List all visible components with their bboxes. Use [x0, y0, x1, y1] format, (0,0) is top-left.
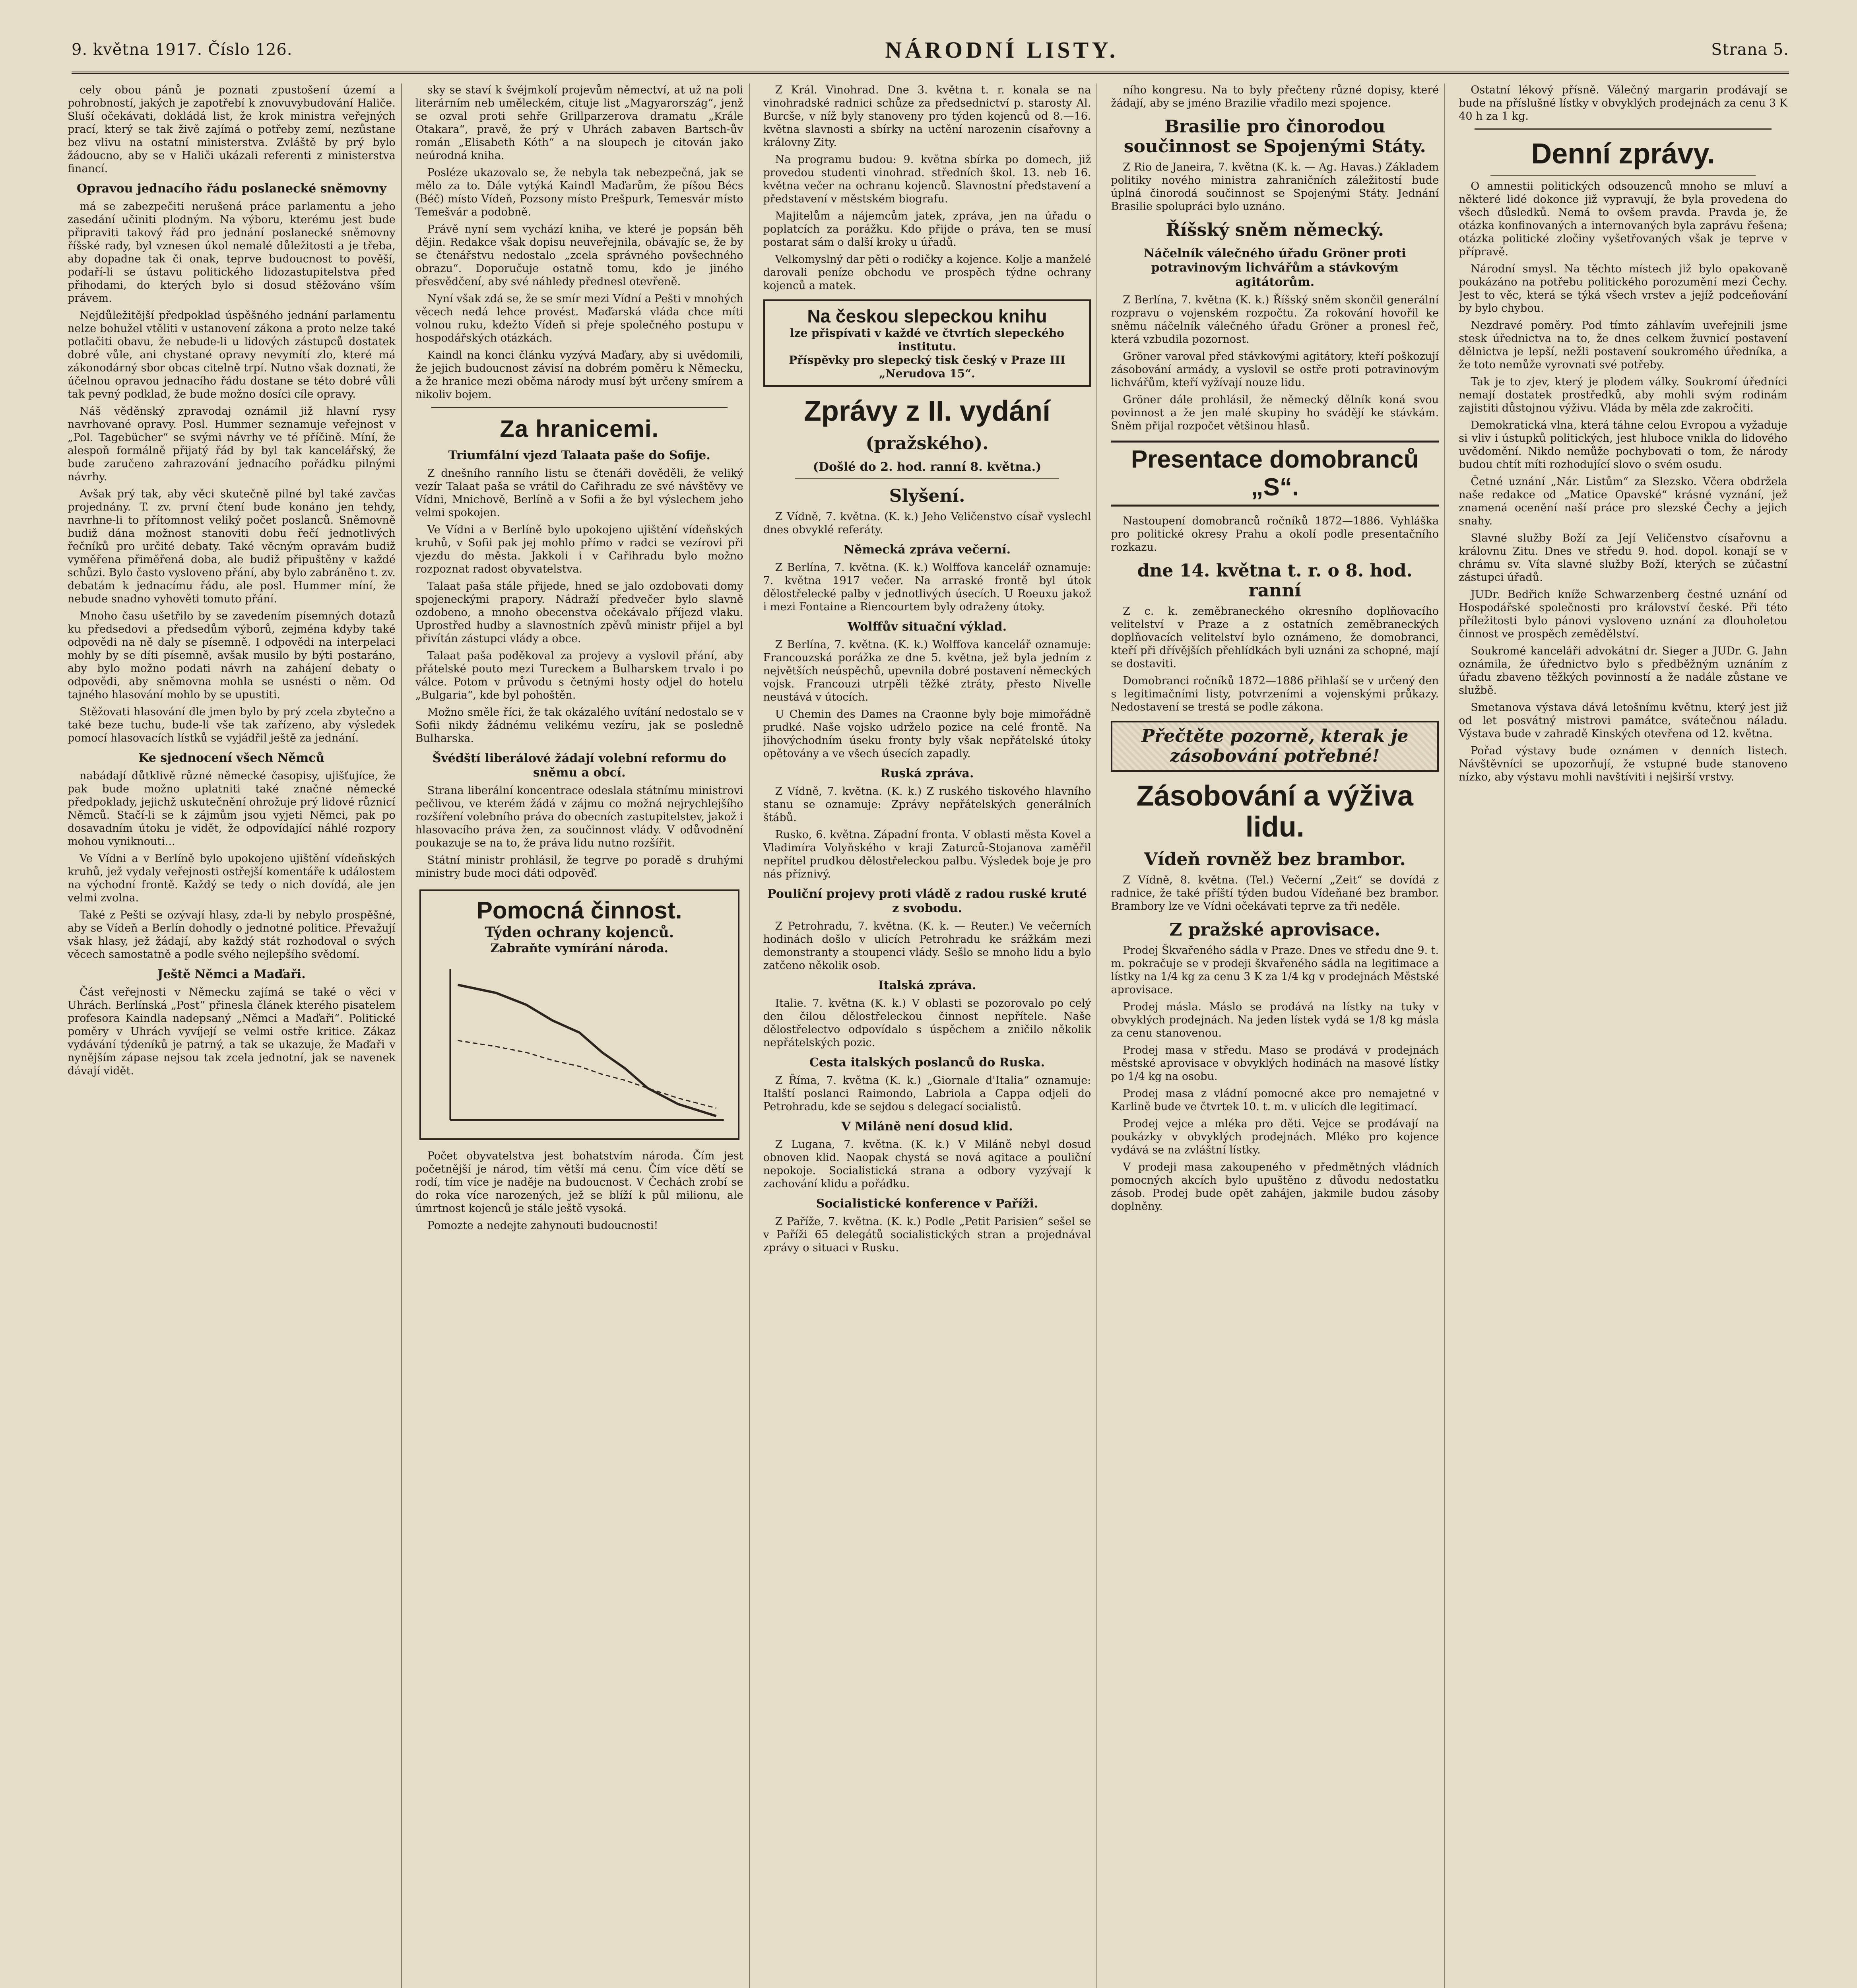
article-heading: Italská zpráva. [878, 978, 976, 992]
section-heading-prazskeho: (pražského). [865, 433, 989, 454]
column-1 [68, 83, 402, 1988]
article-heading: Ruská zpráva. [880, 767, 974, 780]
ad-line: Příspěvky pro slepecký tisk český v Praze III „Nerudova 15“. [789, 353, 1065, 380]
article-paragraph: Prodej masa z vládní pomocné akce pro nemajetné v Karlině bude ve čtvrtek 10. t. m. v ulicích dle legitimací. [1111, 1087, 1439, 1113]
article-paragraph: Rusko, 6. května. Západní fronta. V oblasti města Kovel a Vladimíra Volyňského v kraji Zaturců-Stojanova zaměřil nepřítel prudkou dělostřeleckou palbu. Výsledek boje je pro nás příznivý. [763, 829, 1091, 880]
article-paragraph: Z Paříže, 7. května. (K. k.) Podle „Petit Parisien“ sešel se v Paříži 65 delegátů socialistických stran a projednával zprávy o situaci v Rusku. [763, 1215, 1091, 1254]
article-paragraph: Talaat paša stále přijede, hned se jalo ozdobovati domy spojeneckými prapory. Nádraží předvečer bylo slavně ozdobeno, a mnoho obecenstva očekávalo příjezd vlaku. Uprostřed hudby a slavnostních zpěvů ministr přijel a byl přivítán zástupci vlády a obce. [415, 580, 743, 645]
section-heading-zasobovani: Zásobování a výživa lidu. [1136, 780, 1413, 843]
column-2 [415, 83, 750, 1988]
presentace-heading: Presentace domobranců „S“. [1111, 441, 1439, 507]
article-heading: Slyšení. [889, 486, 965, 506]
article-heading: Opravou jednacího řádu poslanecké sněmovny [76, 182, 386, 196]
zasobovani-notice: Přečtěte pozorně, kterak je zásobování potřebné! [1111, 721, 1439, 772]
article-paragraph: Demokratická vlna, která táhne celou Evropou a vyžaduje si vliv i ústupků politických, jest hluboce vnikla do lidového uvědomění. Nikdo nemůže pochybovati o tom, že národy budou chtít míti rozhodující slovo o svém osudu. [1459, 419, 1787, 471]
column-5 [1459, 83, 1793, 1988]
article-paragraph: Strana liberální koncentrace odeslala státnímu ministrovi pečlivou, ve kterém žádá v zájmu co možná nejrychlejšího rozšíření volebního práva do obecních zastupitelstev, jakož i hlasovacího práva žen, za součinnost vlády. V odůvodnění poukazuje se na to, že práva lidu nutno rozšířit. [415, 784, 743, 849]
section-heading-zpravy: Zprávy z II. vydání [803, 395, 1051, 427]
article-paragraph: Náš věděnský zpravodaj oznámil již hlavní rysy navrhované opravy. Posl. Hummer seznamuje veřejnost v „Pol. Tagebücher“ se svými návrhy ve té příčině. Míní, že alespoň formálně přijatý řád by byl tak kancelářský, že bude zaručeno zahrazování jednacího pořádku pilnými návrhy. [68, 405, 396, 483]
article-paragraph: Majitelům a nájemcům jatek, zpráva, jen na úřadu o poplatcích za porážku. Kdo přijde o práva, ten se musí postarat sám o další kroky u úřadů. [763, 210, 1091, 248]
article-paragraph: Z Lugana, 7. května. (K. k.) V Miláně nebyl dosud obnoven klid. Naopak chystá se nová agitace a pouliční nepokoje. Socialistická strana a odbory vyzývají k zachování klidu a pořádku. [763, 1138, 1091, 1190]
article-paragraph: cely obou pánů je poznati zpustošení území a pohrobností, jakých je zapotřebí k znovuvybudování Haliče. Sluší očekávati, dokládá list, že krok ministra veřejných prací, který se tak živě zajímá o potřeby zemí, nezůstane bez vlivu na ostatní ministerstva. Zvláště by prý bylo žádoucno, aby se v Haliči ukázali referenti z ministerstva financí. [68, 84, 396, 175]
article-paragraph: Z dnešního ranního listu se čtenáři dověděli, že veliký vezír Talaat paša se vrátil do Cařihradu ze své návštěvy ve Vídni, Mnichově, Berlíně a v Sofii a že byl výslechem jeho velmi spokojen. [415, 467, 743, 519]
article-paragraph: Státní ministr prohlásil, že tegrve po poradě s druhými ministry bude moci dáti odpověď. [415, 854, 743, 879]
article-paragraph: Avšak prý tak, aby věci skutečně pilné byl také zavčas projednány. T. zv. první čtení bude konáno jen tehdy, navrhne-li to přítomnost veliký počet poslanců. Sněmovně budiž dána možnost stanoviti dobu řečí jednotlivých řečníků pro určité debaty. Také věcným opravám budiž vyměřena přiměřená doba, ale budiž připuštěny v každé schůzi. Bylo často vysloveno přání, aby bylo zabráněno t. zv. debatám k jednacímu řádu, ale posl. Hummer míní, že nebude snadno vyhověti tomuto přání. [68, 488, 396, 605]
column-4 [1111, 83, 1445, 1988]
article-paragraph: Z Berlína, 7. května. (K. k.) Wolffova kancelář oznamuje: 7. května 1917 večer. Na arraské frontě byl útok dělostřelecké palby v jednotlivých úsecích. U Roeuxu jakož i mezi Fontaine a Riencourtem byly odraženy útoky. [763, 561, 1091, 613]
section-heading-za-hranicemi: Za hranicemi. [500, 415, 659, 442]
article-paragraph: má se zabezpečiti nerušená práce parlamentu a jeho zasedání učiniti plodným. Na výboru, kterému jest bude připraviti takový řád pro jednání poslanecké sněmovny říšské rady, byl vznesen úkol nemalé důležitosti a je třeba, aby dopadne tak či onak, teprve budoucnost to pověší, podaří-li se ústavu politického lidozastupitelstva před přihodami, do kterých bylo si dosud stěžováno vším právem. [68, 200, 396, 305]
article-paragraph: sky se staví k švéjmkolí projevům němectví, at už na poli literárním neb uměleckém, cituje list „Magyarország“, jenž se ozval proti sehře Grillparzerova dramatu „Krále Otakara“, pravě, že prý v Uhrách zabaven Bartsch-ův román „Elisabeth Kóth“ a na sloupech je citován jako neúrodná kniha. [415, 84, 743, 162]
article-heading: Německá zpráva večerní. [843, 543, 1011, 557]
article-paragraph: V prodeji masa zakoupeného v předmětných vládních pomocných akcích bylo upuštěno z důvodu nedostatku zásob. Prodej bude opět zahájen, jakmile budou zásoby doplněny. [1111, 1161, 1439, 1213]
article-paragraph: Mnoho času ušetřilo by se zavedením písemných dotazů ku předsedovi a předsedům výborů, zejména kdyby také odpovědi na ně daly se písemně. I odpovědi na interpelaci mohly by se díti písemně, avšak musilo by býti postaráno, aby bylo možno podati návrh na zahájení debaty o odpovědi, aby sněmovna mohla se usnésti o něm. Od tajného hlasování mohlo by se upustiti. [68, 610, 396, 701]
section-divider [1475, 128, 1772, 130]
article-columns [68, 83, 1793, 1988]
article-paragraph: Na programu budou: 9. května sbírka po domech, již provedou studenti vinohrad. středních škol. 13. neb 16. května večer na ochranu kojenců. Slavnostní představení a představení v městském biografu. [763, 153, 1091, 205]
article-paragraph: Nastoupení domobranců ročníků 1872—1886. Vyhláška pro politické okresy Prahu a okolí podle presentačního rozkazu. [1111, 515, 1439, 553]
article-paragraph: Stěžovati hlasování dle jmen bylo by prý zcela zbytečno a také beze tuchu, bude-li vše tak zařízeno, aby výsledek pomocí hlasovacích lístků se vyjádřil ještě za jednání. [68, 706, 396, 744]
article-paragraph: Četné uznání „Nár. Listům“ za Slezsko. Včera obdržela naše redakce od „Matice Opavské“ krásné vyznání, jež znamená ocenění naší práce pro slezské Čechy a jejich snahy. [1459, 476, 1787, 527]
pomocna-cinnost-box [419, 889, 739, 1140]
article-paragraph: Z Berlína, 7. května (K. k.) Říšský sněm skončil generální rozpravu o vojenském rozpočtu. Za rokování hovořil ke sněmu náčelník válečného úřadu Gröner a pronesl řeč, která vzbudila pozornost. [1111, 294, 1439, 346]
article-paragraph: Prodej másla. Máslo se prodává na lístky na tuky v obvyklých prodejnách. Na jeden lístek vydá se 1/8 kg másla za cenu stanovenou. [1111, 1001, 1439, 1039]
article-subheading: Vídeň rovněž bez brambor. [1144, 849, 1406, 870]
article-paragraph: Národní smysl. Na těchto místech již bylo opakovaně poukázáno na potřebu politického porozumění mezi Čechy. Jest to věc, která se týká všech vrstev a jejíž podceňování by bylo chybou. [1459, 263, 1787, 315]
article-paragraph: Nyní však zdá se, že se smír mezi Vídní a Pešti v mnohých věcech nedá lehce provést. Maďarská vláda chce míti volnou ruku, kdežto Vídeň si přeje společného postupu v hospodářských otázkách. [415, 293, 743, 344]
article-paragraph: Část veřejnosti v Německu zajímá se také o věci v Uhrách. Berlínská „Post“ přinesla článek kterého pisatelem profesora Kaindla nadepsaný „Němci a Maďaři“. Politické poměry v Uhrách vyvíjejí se velmi ostře kritice. Zákaz vydávání týdeníků je patrný, a tak se ukazuje, že Maďaři v nynějším zápase nejsou tak zcela jednotní, jak se navenek dávají vidět. [68, 986, 396, 1077]
article-heading: Z pražské aprovisace. [1169, 920, 1381, 940]
article-paragraph: Nezdravé poměry. Pod tímto záhlavím uveřejnili jsme stesk úřednictva na to, že dnes celkem žuvnicí postavení dělnictva je lepší, nežli postavení soukromého úředníka, a že toto nemůže vyrovnati své potřeby. [1459, 319, 1787, 371]
newspaper-title: NÁRODNÍ LISTY. [885, 37, 1119, 63]
article-paragraph: JUDr. Bedřich kníže Schwarzenberg čestné uznání od Hospodářské společnosti pro království české. Při této příležitosti bylo pánovi vysloveno uznání za dlouholetou činnost ve prospěch zemědělství. [1459, 588, 1787, 640]
box-title: Pomocná činnost. [476, 897, 682, 924]
article-subheading: Triumfální vjezd Talaata paše do Sofije. [448, 448, 710, 462]
article-paragraph: Gröner varoval před stávkovými agitátory, kteří poškozují zásobování armády, a vyslovil se ostře proti potravinovým lichvářům, kteří vyžívají nouze lidu. [1111, 350, 1439, 389]
article-paragraph: Domobranci ročníků 1872—1886 přihlaší se v určený den s legitimačními listy, potvrzeními a vojenskými průkazy. Nedostavení se trestá se podle zákona. [1111, 675, 1439, 713]
article-paragraph: Velkomyslný dar pěti o rodičky a kojence. Kolje a manželé darovali peníze obchodu ve prospěch týdne ochrany kojenců a matek. [763, 253, 1091, 292]
article-subheading: Náčelník válečného úřadu Gröner proti potravinovým lichvářům a stávkovým agitátorům. [1143, 247, 1406, 289]
article-paragraph: Italie. 7. května (K. k.) V oblasti se pozorovalo po celý den čilou dělostřeleckou činnost nepřítele. Naše dělostřelectvo odpovídalo s úspěchem a zničilo několik nepřátelských pozic. [763, 997, 1091, 1049]
page-number: Strana 5. [1711, 41, 1789, 59]
article-paragraph: U Chemin des Dames na Craonne byly boje mimořádně prudké. Naše vojsko udrželo pozice na celé frontě. Na jihovýchodním úseku fronty byly však nepřátelské útoky opětovány a ve všech úsecích zapadly. [763, 708, 1091, 760]
article-paragraph: Také z Pešti se ozývají hlasy, zda-li by nebylo prospěšné, aby se Vídeň a Berlín dohodly o jednotné politice. Převažují však hlasy, jež žádají, aby každý stát rozhodoval o svých věcech samostatně a podle svého nejlepšího svědomí. [68, 909, 396, 961]
article-paragraph: Prodej vejce a mléka pro děti. Vejce se prodávají na poukázky v obvyklých prodejnách. Mléko pro kojence vydává se na zvláštní lístky. [1111, 1118, 1439, 1156]
article-paragraph: Z Král. Vinohrad. Dne 3. května t. r. konala se na vinohradské radnici schůze za předsednictví p. starosty Al. Burcše, v níž byly stanoveny pro týden kojenců od 8.—16. května slavnosti a sbírky na uctění narozenin císařovny a královny Zity. [763, 84, 1091, 149]
issue-date: 9. května 1917. Číslo 126. [72, 41, 293, 59]
article-paragraph: Z Berlína, 7. května. (K. k.) Wolffova kancelář oznamuje: Francouzská porážka ze dne 5. května, jež byla jedním z největších neúspěchů, upevnila dobré postavení německých vojsk. Francouzi utrpěli těžké ztráty, přesto Nivelle neustává v útocích. [763, 639, 1091, 703]
article-heading: Říšský sněm německý. [1166, 220, 1384, 240]
ad-title: Na českou slepeckou knihu [807, 306, 1047, 326]
article-paragraph: nabádají důtklivě různé německé časopisy, ujišťujíce, že pak bude možno uplatniti také značné německé předpoklady, jejichž uskutečnění ohrožuje prý lidové různicí Němců. Stačí-li se k zájmům jsou vyjeti Němci, pak po dosavadním útoku je vidět, že odpovídající náhlé rozpory mohou vyniknouti... [68, 770, 396, 848]
article-paragraph: Z Petrohradu, 7. května. (K. k. — Reuter.) Ve večerních hodinách došlo v ulicích Petrohradu ke srážkám mezi demonstranty a stoupenci vlády. Sešlo se mnoho lidu a bylo zatčeno několik osob. [763, 920, 1091, 972]
article-paragraph: Gröner dále prohlásil, že německý dělník koná svou povinnost a že jen malé skupiny ho svádějí ke stávkám. Sněm přijal rozpočet většinou hlasů. [1111, 394, 1439, 432]
article-paragraph: Z c. k. zeměbraneckého okresního doplňovacího velitelství v Praze a z ostatních zeměbraneckých doplňovacích velitelství bylo oznámeno, že domobranci, kteří při dřívějších přehlídkách byli uznáni za schopné, mají se dostaviti. [1111, 605, 1439, 670]
article-paragraph: Z Říma, 7. května (K. k.) „Giornale d'Italia“ oznamuje: Italští poslanci Raimondo, Labriola a Cappa odjeli do Petrohradu, kde se sejdou s delegací socialistů. [763, 1074, 1091, 1113]
article-heading: Ke sjednocení všech Němců [138, 751, 325, 765]
article-paragraph: Počet obyvatelstva jest bohatstvím národa. Čím jest početnější je národ, tím větší má cenu. Čím více dětí se rodí, tím více je naděje na budoucnost. V Čechách zrobí se do roka více narozených, jež se blíží k půl milionu, ale úmrtnost kojenců je stále ještě vysoká. [415, 1150, 743, 1215]
article-paragraph: Možno směle říci, že tak okázalého uvítání nedostalo se v Sofii nikdy žádnému velikému vezíru, jak se posledně Bulharska. [415, 706, 743, 745]
article-paragraph: Slavné služby Boží za Její Veličenstvo císařovnu a královnu Zitu. Dnes ve středu 9. hod. dopol. konají se v chrámu sv. Víta slavné služby Boží, kterých se zúčastní zástupci úřadů. [1459, 532, 1787, 584]
article-heading: Cesta italských poslanců do Ruska. [809, 1056, 1045, 1070]
box-subtitle: Týden ochrany kojenců. [485, 924, 674, 941]
article-paragraph: Z Rio de Janeira, 7. května (K. k. — Ag. Havas.) Základem politiky nového ministra zahraničních záležitostí bude úplná činorodá součinnost se Spojenými Státy. Jednání Brasilie spolupráci bylo uznáno. [1111, 161, 1439, 213]
slepecka-kniha-ad [763, 299, 1091, 387]
presentace-date: dne 14. května t. r. o 8. hod. ranní [1137, 561, 1413, 601]
article-paragraph: Nejdůležitější předpoklad úspěšného jednání parlamentu nelze bohužel vtěliti v ustanovení zákona a proto nelze také potlačiti obavu, že nebude-li u lidových zástupců dostatek dobré vůle, ani chystané opravy nevymítí zlo, které má zákonodárný sbor obcas citelně trpí. Nutno však doznati, že účelnou opravou jednacího řádu dostane se této dobré vůli tak pevný podklad, že bude možno dosíci cíle opravy. [68, 309, 396, 400]
section-divider [431, 407, 728, 408]
column-3 [763, 83, 1098, 1988]
article-paragraph: Prodej masa v středu. Maso se prodává v prodejnách městské aprovisace v obvyklých hodinách na masové lístky po 1/4 kg na osobu. [1111, 1044, 1439, 1083]
box-tagline: Zabraňte vymírání národa. [490, 942, 668, 955]
decline-curve-illustration [427, 961, 732, 1132]
article-heading: Švédští liberálové žádají volební reformu do sněmu a obcí. [432, 751, 726, 780]
article-paragraph: Pořad výstavy bude oznámen v denních listech. Návštěvníci se upozorňují, že vstupné bude stanoveno nízko, aby výstavu mohli navštíviti i nejširší vrstvy. [1459, 745, 1787, 783]
article-paragraph: O amnestii politických odsouzenců mnoho se mluví a některé lidé dokonce již vypravují, že byla provedena do všech důsledků. Nemá to ovšem pravda. Pravda je, že otázka konfinovaných a internovaných byla zaprávu řešena; otázka politické zločiny vyšetřovaných však je teprve v přípravě. [1459, 180, 1787, 258]
article-paragraph: Smetanova výstava dává letošnímu květnu, který jest již od let posvátný mistrovi památce, svátečnou náladu. Výstava bude v zahradě Kinských otevřena od 12. května. [1459, 701, 1787, 740]
article-heading: Wolffův situační výklad. [847, 620, 1007, 634]
article-heading: Pouliční projevy proti vládě z radou ruské kruté z svobodu. [767, 887, 1087, 915]
masthead [72, 28, 1789, 74]
article-heading: Brasilie pro činorodou součinnost se Spojenými Státy. [1124, 116, 1426, 157]
article-paragraph: Z Vídně, 8. května. (Tel.) Večerní „Zeit“ se dovídá z radnice, že také příští týden budou Vídeňané bez brambor. Brambory lze ve Vídni očekávati teprve za tři neděle. [1111, 874, 1439, 912]
article-heading: Socialistické konference v Paříži. [816, 1197, 1038, 1211]
article-paragraph: Pomozte a nedejte zahynouti budoucnosti! [427, 1219, 658, 1232]
article-paragraph: Z Vídně, 7. května. (K. k.) Z ruského tiskového hlavního stanu se oznamuje: Zprávy nepřátelských generálních štábů. [763, 785, 1091, 824]
article-heading: Ještě Němci a Maďaři. [157, 967, 306, 981]
article-paragraph: Soukromé kanceláři advokátní dr. Sieger a JUDr. G. Jahn oznámila, že úřednictvo bylo s předběžným uznáním z úřadu zbaveno těžkých povinností a že nadále zůstane ve službě. [1459, 645, 1787, 697]
article-paragraph: Prodej Škvařeného sádla v Praze. Dnes ve středu dne 9. t. m. pokračuje se v prodeji škvařeného sádla na legitimace a lístky na 1/4 kg za cenu 3 K za 1/4 kg v prodejnách Městské aprovisace. [1111, 944, 1439, 996]
article-paragraph: ního kongresu. Na to byly přečteny různé dopisy, které žádají, aby se jméno Brazilie vřadilo mezi spojence. [1111, 84, 1439, 109]
article-heading: V Miláně není dosud klid. [841, 1120, 1013, 1134]
article-paragraph: Ve Vídni a v Berlíně bylo upokojeno ujištění vídeňských kruhů, jež vydaly veřejnosti ostřejší komentáře k událostem na východní frontě. Každý se tedy o nich dovídá, ale jen velmi zvolna. [68, 852, 396, 904]
article-paragraph: Posléze ukazovalo se, že nebyla tak nebezpečná, jak se mělo za to. Dále vytýká Kaindl Maďarům, že píšou Bécs (Béč) místo Vídeň, Pozsony místo Prešpurk, Temesvár místo Temešvár a podobně. [415, 167, 743, 218]
section-dateline: (Došlé do 2. hod. ranní 8. května.) [813, 460, 1042, 474]
article-paragraph: Právě nyní sem vychází kniha, ve které je popsán běh dějin. Redakce však dopisu neuveřejnila, obávajíc se, že by se čtenářstvu nedostalo „zcela správného povšechného obrazu“. Doporučuje ostatně tomu, kdo je jiného přesvědčení, aby své náhledy přednesl otevřeně. [415, 223, 743, 288]
divider [795, 478, 1059, 479]
section-heading-denni-zpravy: Denní zprávy. [1531, 138, 1715, 170]
article-paragraph: Ostatní lékový přísně. Válečný margarin prodávají se bude na příslušné lístky v obvyklých prodejnách za cenu 3 K 40 h za 1 kg. [1459, 84, 1787, 122]
article-paragraph: Kaindl na konci článku vyzývá Maďary, aby si uvědomili, že jejich budoucnost závisí na dobrém poměru k Německu, a že hranice mezi oběma národy musí být určeny smírem a nikoliv bojem. [415, 349, 743, 401]
article-paragraph: Talaat paša poděkoval za projevy a vyslovil přání, aby přátelské pouto mezi Tureckem a Bulharskem trvalo i po válce. Potom v průvodu s četnými hosty odjel do hotelu „Bulgaria“, kde byl pohoštěn. [415, 650, 743, 701]
divider [1490, 175, 1756, 176]
ad-line: lze přispívati v každé ve čtvrtích slepeckého institutu. [790, 326, 1064, 353]
article-paragraph: Z Vídně, 7. května. (K. k.) Jeho Veličenstvo císař vyslechl dnes obvyklé referáty. [763, 511, 1091, 536]
article-paragraph: Ve Vídni a v Berlíně bylo upokojeno ujištění vídeňských kruhů, v Sofii pak jej mohlo přímo v radci se vezírovi při vjezdu do města. Jakkoli i v Cařihradu bylo možno rozpoznat radost obyvatelstva. [415, 524, 743, 575]
article-paragraph: Tak je to zjev, který je plodem války. Soukromí úředníci nemají dostatek prostředků, aby mohli svým rodinám zajistiti důstojnou výživu. Vláda by měla zde zakročiti. [1459, 376, 1787, 414]
